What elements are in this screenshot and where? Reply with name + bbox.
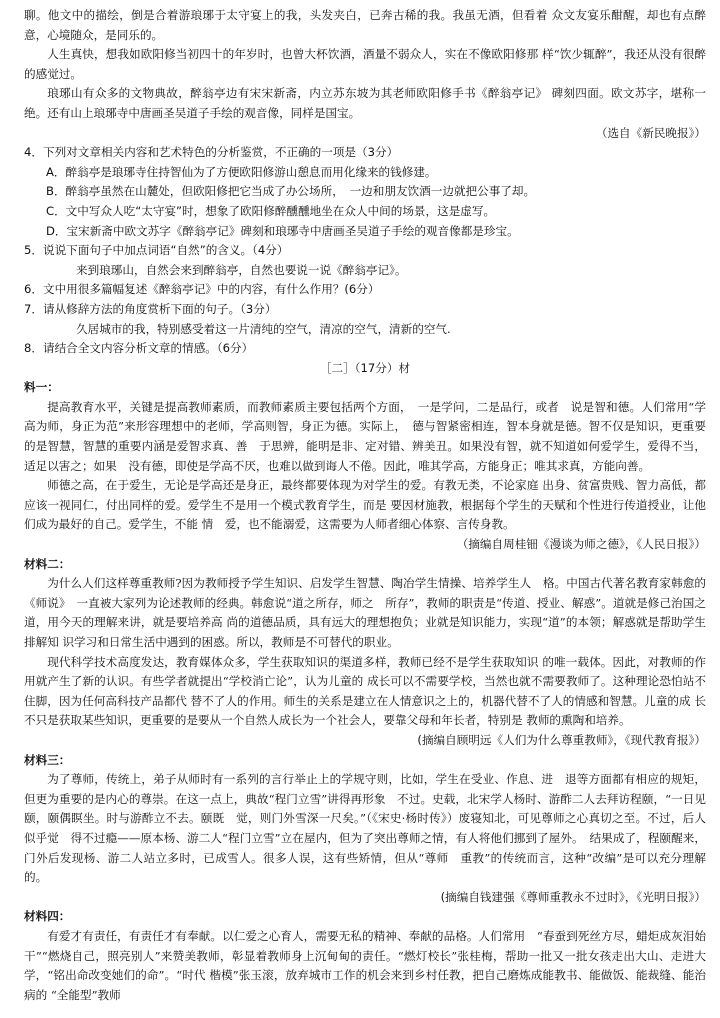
question-4-option-a: A．醉翁亭是琅琊寺住持智仙为了方便欧阳修游山憩息而用化缘来的钱修建。 (46, 164, 437, 179)
section-heading: ［二］（17分）材 (319, 360, 411, 375)
question-4-option-d: D．宝宋新斋中欧文苏字《醉翁亭记》碑刻和琅琊寺中唐画圣吴道子手绘的观音像都是珍宝。 (46, 223, 519, 238)
material-3-paragraph: 为了尊师，传统上，弟子从师时有一系列的言行举止上的学规守则，比如，学生在受业、作息、进 退等方面都有相应的规矩，但更为重要的是内心的尊崇。在这一点上，典故“程门立雪”讲得再形象 不过。史载，北宋学人杨时、游酢二人去拜访程颐，“一日见颐，颐偶瞑坐。时与游酢立不去。颐既 觉，则门外雪深一尺矣。”（《宋史·杨时传》）废寝知北，可见尊师之心真切之至。不过，后人似乎觉 得不过瘾——原本杨、游二人“程门立雪”立在屋内，但为了突出尊师之情，有人将他们挪到了屋外。 结果成了，程颐醒来，门外后发现杨、游二人站立多时，已成雪人。很多人误，这有些矫情，但从“尊师 重教”的传统而言，这种“改编”是可以充分理解的。 (24, 772, 706, 885)
question-7-sentence: 久居城市的我，特别感受着这一片清纯的空气，清凉的空气，清新的空气. (76, 321, 451, 336)
material-1-source: （摘编自周桂钿《漫谈为师之德》，《人民日报》） (456, 537, 706, 552)
question-5-sentence: 来到琅琊山，自然会来到醉翁亭，自然也要说一说《醉翁亭记》。 (76, 262, 407, 277)
article-source: （选自《新民晚报》） (595, 125, 706, 140)
intro-paragraph: 聊。他文中的描绘，倒是合着游琅琊于太守宴上的我，头发夹白，已奔古稀的我。我虽无酒，但看着 众文友宴乐酣醒，却也有点醉意，心境随众，是同乐的。 (24, 8, 706, 42)
question-4-option-b: B．醉翁亭虽然在山麓处，但欧阳修把它当成了办公场所， 一边和朋友饮酒一边就把公事了却。 (46, 184, 536, 199)
material-1-title: 料一： (24, 380, 59, 395)
question-8: 8．请结合全文内容分析文章的情感。（6分） (24, 341, 254, 356)
material-1-paragraph: 提高教育水平，关键是提高教师素质，而教师素质主要包括两个方面， 一是学问，二是品行，或者 说是智和德。人们常用“学高为师，身正为范”来形容理想中的老师，学高则智，身正为德。实际上， 德与智紧密相连，智本身就是德。智不仅是知识，更重要的是智慧，智慧的重要内涵是爱智求真、善 于思辨，能明是非、定对错、辨美丑。如果没有智，就不知道如何爱学生，爱得不当，适足以害之；如果 没有德，即使是学高不厌，也难以做到诲人不倦。因此，唯其学高，方能身正；唯其求真，方能向善。 (24, 399, 706, 473)
intro-paragraph: 琅琊山有众多的文物典故，醉翁亭边有宋宋新斋，内立苏东坡为其老师欧阳修手书《醉翁亭记》 碑刻四面。欧文苏字，堪称一绝。还有山上琅琊寺中唐画圣吴道子手绘的观音像，同样是国宝。 (24, 86, 706, 120)
material-2-source: (摘编自顾明远《人们为什么尊重教师》，《现代教育报》） (417, 732, 706, 747)
material-2-paragraph: 现代科学技术高度发达，教育媒体众多，学生获取知识的渠道多样，教师已经不是学生获取知识 的唯一载体。因此，对教师的作用就产生了新的认识。有些学者就提出“学校消亡论”，认为儿童的 成长可以不需要学校，当然也就不需要教师了。这种理论恐怕站不住脚，因为任何高科技产品都代 替不了人的作用。师生的关系是建立在人情意识之上的，机器代替不了人的情感和智慧。儿童的成 长不只是获取某些知识，更重要的是要从一个自然人成长为一个社会人，要靠父母和年长者，特别是 教师的熏陶和培养。 (24, 654, 706, 728)
question-4-option-c: C．文中写众人吃“太守宴”时，想象了欧阳修醉醺醺地坐在众人中间的场景，这是虚写。 (46, 203, 496, 218)
material-2-title: 材料二： (24, 556, 71, 571)
material-1-paragraph: 师德之高，在于爱生，无论是学高还是身正，最终都要体现为对学生的爱。有教无类，不论家庭 出身、贫富贵贱、智力高低，都应该一视同仁，付出同样的爱。爱学生不是用一个模式教育学生，而是 要因材施教，根据每个学生的天赋和个性进行传道授业，让他们成为最好的自己。爱学生，不能 情 爱，也不能溺爱，这需要为人师者细心体察、言传身教。 (24, 478, 706, 532)
material-2-paragraph: 为什么人们这样尊重教师?因为教师授予学生知识、启发学生智慧、陶冶学生情操、培养学生人 格。中国古代著名教育家韩愈的《师说》 一直被大家列为论述教师的经典。韩愈说“道之所存，师之 所存”，教师的职责是“传道、授业、解惑”。道就是修己治国之道，用今天的理解来讲，就是要培养高 尚的道德品质，具有远大的理想抱负；业就是知识能力，实现“道”的本领；解惑就是帮助学生排解知 识学习和日常生活中遇到的困惑。所以，教师是不可替代的职业。 (24, 576, 706, 649)
question-5: 5．说说下面句子中加点词语“自然”的含义。（4分） (24, 243, 289, 258)
material-4-title: 材料四： (24, 909, 71, 924)
material-4-paragraph: 有爱才有责任，有责任才有奉献。以仁爱之心育人，需要无私的精神、奉献的品格。人们常用 “春蚕到死丝方尽，蜡炬成灰泪始干”“燃烧自己，照亮别人”来赞美教师，彰显着教师身上沉甸甸的责任。“燃灯校长”张桂梅，帮助一批又一批女孩走出大山、走进大学，“铭出命改变她们的命”。“时代 楷模”张玉滚，放弃城市工作的机会来到乡村任教，把自己磨炼成能教书、能做饭、能裁缝、能治病的 “全能型”教师 (24, 928, 706, 1002)
question-6: 6．文中用很多篇幅复述《醉翁亭记》中的内容，有什么作用？(6分） (24, 282, 380, 297)
material-3-title: 材料三： (24, 752, 71, 767)
intro-paragraph: 人生真快，想我如欧阳修当初四十的年岁时，也曾大杯饮酒，酒量不弱众人，实在不像欧阳修那 样“饮少辄醉”，我还从没有很醉的感觉过。 (24, 47, 706, 81)
question-7: 7．请从修辞方法的角度赏析下面的句子。（3分） (24, 301, 277, 316)
question-4: 4．下列对文章相关内容和艺术特色的分析鉴赏，不正确的一项是（3分） (24, 145, 399, 160)
material-3-source: (摘编自钱建强《尊师重教永不过时》，《光明日报》） (440, 889, 706, 904)
